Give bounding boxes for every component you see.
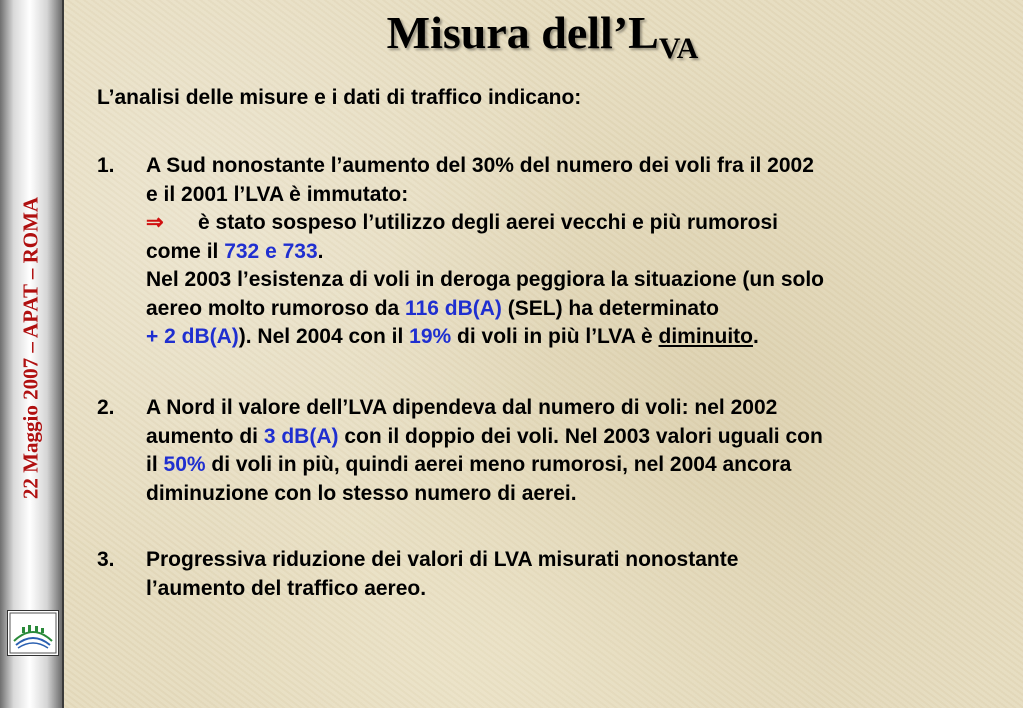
item1-line4 xyxy=(146,238,1002,267)
underlined-word: diminuito xyxy=(658,325,753,348)
item1-text: . xyxy=(752,325,759,348)
item1-line1: A Sud nonostante l’aumento del 30% del numero dei voli fra il 2002 xyxy=(146,154,814,177)
list-number: 3. xyxy=(97,548,115,571)
intro-text: L’analisi delle misure e i dati di traffico indicano: xyxy=(97,86,582,109)
db-increase-highlight: + 2 dB(A) xyxy=(146,325,239,348)
item2-text: il xyxy=(146,453,164,476)
item1-text: di voli in più l’LVA è xyxy=(451,325,659,348)
sidebar-date-text: 22 Maggio 2007 – APAT – ROMA xyxy=(18,196,43,500)
item2-line1: A Nord il valore dell’LVA dipendeva dal numero di voli: nel 2002 xyxy=(146,396,778,419)
percent-highlight: 19% xyxy=(409,325,452,348)
list-item-2 xyxy=(97,394,1002,508)
item1-text: (SEL) ha determinato xyxy=(501,296,719,320)
list-item-3 xyxy=(97,546,1002,603)
title-subscript: VA xyxy=(658,32,699,65)
item1-text: ). Nel 2004 con il xyxy=(238,325,410,348)
item1-line6 xyxy=(146,295,1002,324)
item1-line2: e il 2001 l’LVA è immutato: xyxy=(146,182,409,206)
sidebar xyxy=(0,0,64,708)
item2-text: con il doppio dei voli. Nel 2003 valori uguali con xyxy=(338,424,823,448)
page-title xyxy=(62,8,1023,65)
item2-text: aumento di xyxy=(146,424,264,448)
item1-text: . xyxy=(317,239,324,263)
item2-line4: diminuzione con lo stesso numero di aerei. xyxy=(146,481,577,505)
item1-line3-text: è stato sospeso l’utilizzo degli aerei vecchi e più rumorosi xyxy=(198,211,778,234)
title-main: Misura dell’L xyxy=(386,7,659,58)
item1-line3 xyxy=(146,209,1002,238)
list-number: 1. xyxy=(97,154,115,177)
item1-text: aereo molto rumoroso da xyxy=(146,296,406,320)
sel-value-highlight: 116 dB(A) xyxy=(405,296,502,320)
item1-line7 xyxy=(146,323,1002,352)
item3-line1: Progressiva riduzione dei valori di LVA misurati nonostante xyxy=(146,548,739,571)
item2-line2 xyxy=(146,423,1002,452)
item1-text: come il xyxy=(146,239,225,263)
list-number: 2. xyxy=(97,396,115,419)
item2-text: di voli in più, quindi aerei meno rumorosi, nel 2004 ancora xyxy=(205,453,792,476)
item3-line2: l’aumento del traffico aereo. xyxy=(146,576,427,600)
list-item-1 xyxy=(97,152,1002,352)
db-highlight: 3 dB(A) xyxy=(263,424,339,448)
percent-highlight: 50% xyxy=(163,453,206,476)
apat-logo-icon xyxy=(7,610,59,656)
right-arrow-icon: ⇒ xyxy=(146,211,164,234)
item1-line5: Nel 2003 l’esistenza di voli in deroga peggiora la situazione (un solo xyxy=(146,268,824,291)
item2-line3 xyxy=(146,451,1002,480)
aircraft-models-highlight: 732 e 733 xyxy=(224,239,318,263)
